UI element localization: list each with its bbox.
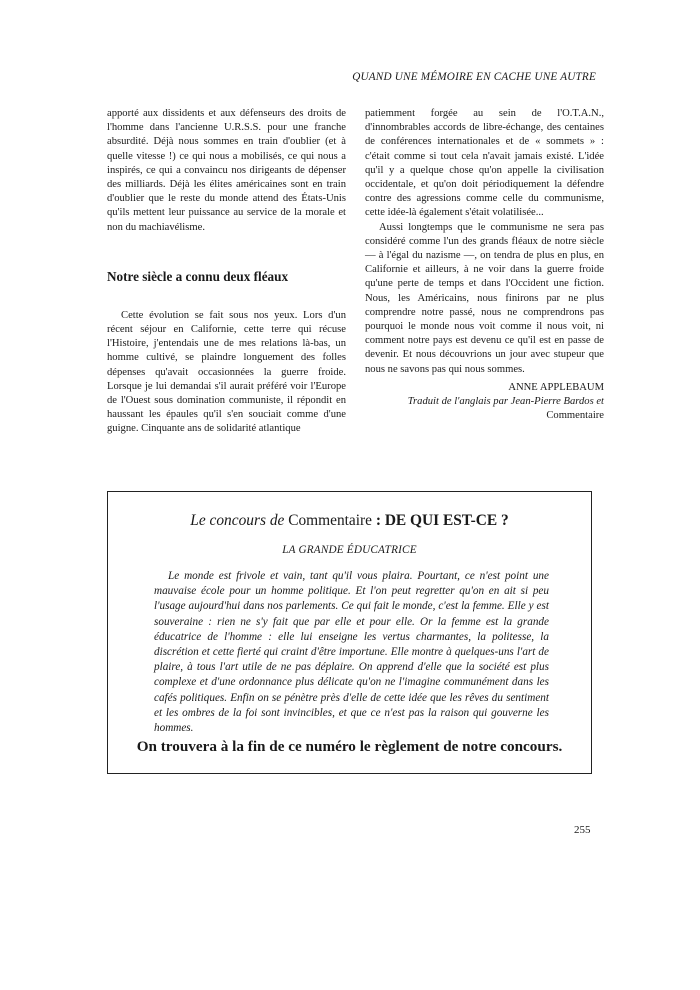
contest-title-question: : DE QUI EST-CE ? [375,512,509,529]
translator-text: Traduit de l'anglais par Jean-Pierre Bardos et [407,395,604,407]
contest-title-lead: Le concours [190,512,266,529]
contest-box [107,491,592,774]
article-paragraph: patiemment forgée au sein de l'O.T.A.N., d'innombrables accords de libre-échange, des centaines de conférences internationales et de « sommets » : c'était comme si tout cela n'avait jamais existé. L'idée qu'il y a quelque chose qu'on appelle la civilisation occidentale, et qu'on doit périodiquement la défendre contre des agressions comme celle du communisme, cette idée-là également s'était volatilisée... [365,108,604,219]
running-head: QUAND UNE MÉMOIRE EN CACHE UNE AUTRE [352,71,596,83]
contest-title-de: de [269,512,285,529]
author-signature: ANNE APPLEBAUM [508,381,604,393]
article-left-column [107,107,346,437]
translator-credit [365,395,604,423]
article-right-column [365,107,604,423]
contest-rules-notice: On trouvera à la fin de ce numéro le règlement de notre concours. [136,738,563,755]
contest-title-publication: Commentaire [288,512,372,529]
section-heading: Notre siècle a connu deux fléaux [107,268,289,284]
article-paragraph: Aussi longtemps que le communisme ne sera pas considéré comme l'un des grands fléaux de notre siècle — à l'égal du nazisme —, on tendra de plus en plus, en Californie et ailleurs, à ne voir dans la guerre froide qu'une perte de temps et dans l'Occident une fiction. Nous, les Américains, nous finirons par ne plus comprendre notre passé, nous ne comprendrons pas pourquoi le monde nous voit comme il nous voit, ni comment notre pays est devenu ce qu'il est en passe de devenir. Et nous découvrions un jour avec stupeur que nous ne savons pas qui nous sommes. [365,221,604,375]
publisher-name: Commentaire [546,409,604,421]
contest-quote: Le monde est frivole et vain, tant qu'il vous plaira. Pourtant, ce n'est point une mauvaise école pour un homme politique. Et l'on peut regretter qu'on en ait si peu l'usage aujourd'hui dans nos parlements. Ce qui fait le monde, c'est la femme. Elle y est souveraine : rien ne s'y fait que par elle et pour elle. Or la femme est la grande éducatrice de l'homme : elle lui enseigne les vertus charmantes, la politesse, la discrétion et cette fierté qui craint d'être importune. Elle montre à quelques-uns l'art de plaire, à tous l'art utile de ne pas déplaire. On apprend d'elle que la société est plus complexe et d'une ordonnance plus délicate qu'on ne l'imagine communément dans les cafés politiques. Enfin on se pénètre près d'elle de cette idée que les rêves du sentiment et les ombres de la foi sont invincibles, et que ce n'est pas la raison qui gouverne les hommes. [154,570,549,735]
article-paragraph: Cette évolution se fait sous nos yeux. Lors d'un récent séjour en Californie, cette terre qui récuse l'Histoire, j'entendais une de mes relations là-bas, un homme cultivé, se plaindre longuement des folles dépenses qu'avait occasionnées la guerre froide. Lorsque je lui demandai s'il aurait préféré voir l'Europe de l'Ouest sous domination communiste, il répondit en haussant les épaules qu'il s'en souciait comme d'une guigne. Cinquante ans de solidarité atlantique [107,309,346,435]
page-number: 255 [574,824,591,836]
contest-subtitle: LA GRANDE ÉDUCATRICE [282,544,417,556]
contest-title [108,512,591,530]
article-paragraph: apporté aux dissidents et aux défenseurs des droits de l'homme dans l'ancienne U.R.S.S. pour une franche absurdité. Déjà nous sommes en train d'oublier (et à quelle vitesse !) ce qui nous a mobilisés, ce qui nous a inspirés, ce qui a convaincu nos dirigeants de dépenser des milliards. Déjà les élites américaines sont en train d'oublier que le reste du monde attend des États-Unis qu'ils mettent leur puissance au service de la morale et non du machiavélisme. [107,108,346,233]
